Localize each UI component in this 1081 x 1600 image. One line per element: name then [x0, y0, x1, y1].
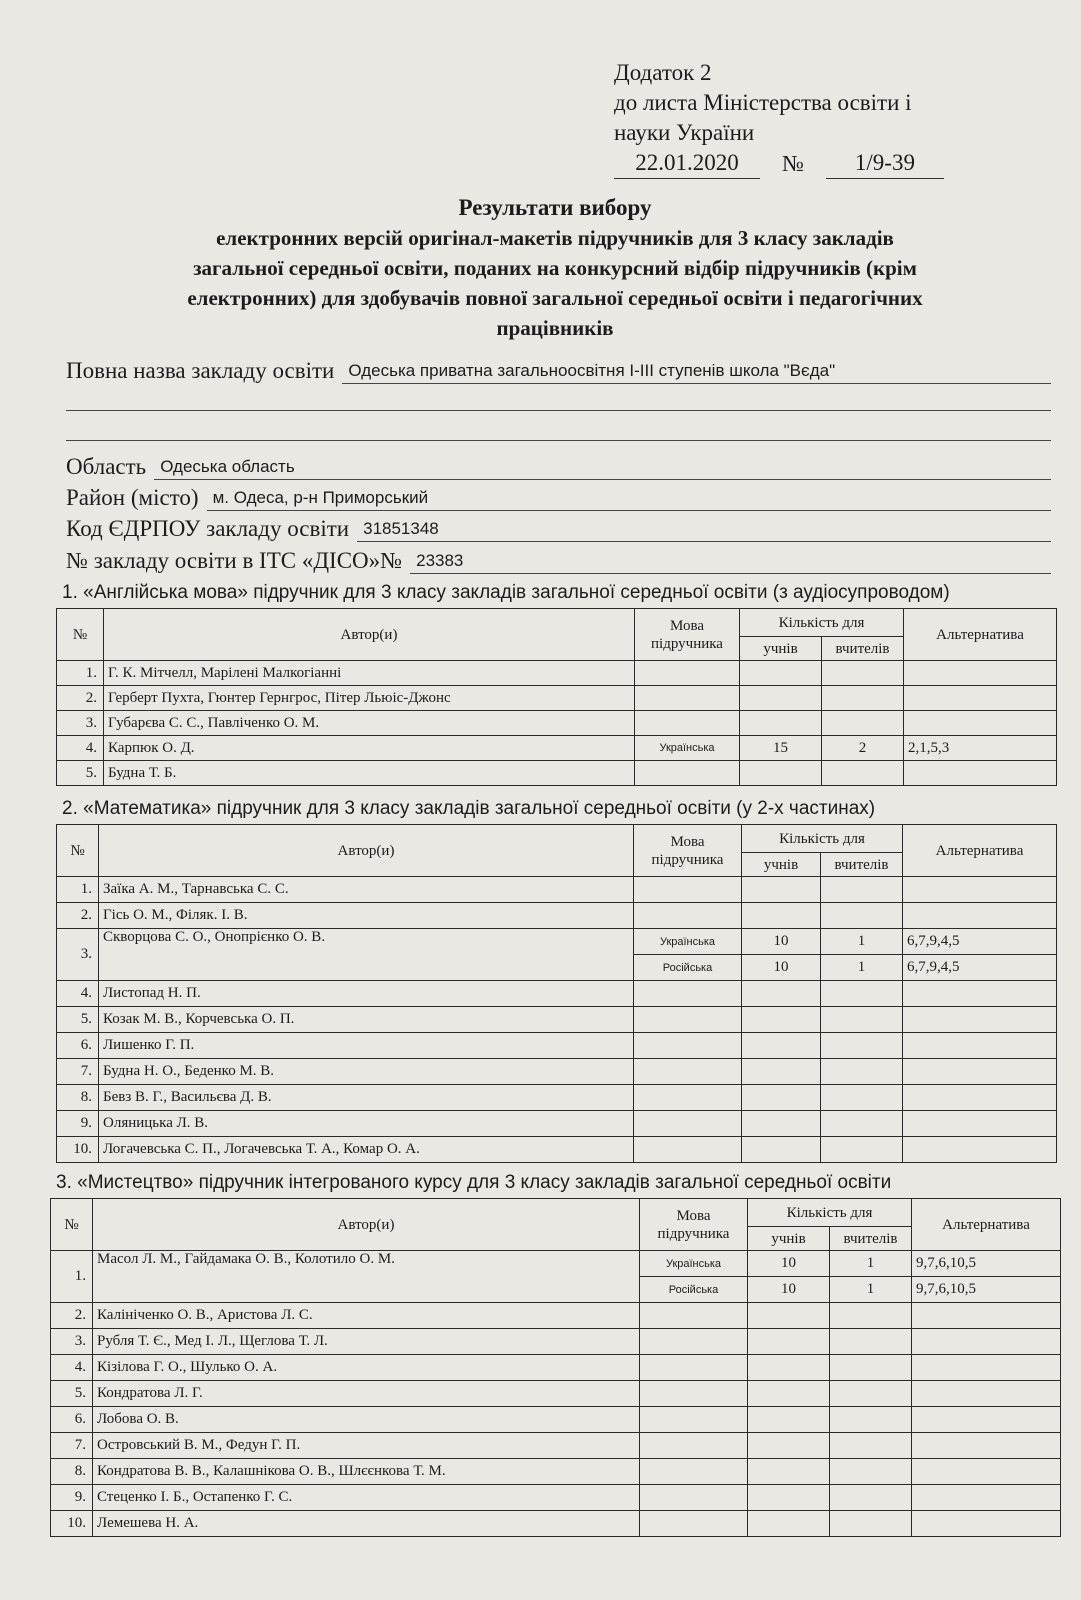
table-row	[57, 1007, 1057, 1033]
row-teachers-count	[821, 1059, 903, 1085]
header-language	[640, 1199, 748, 1251]
header-alternative: Альтернатива	[903, 825, 1057, 877]
row-students-count: 15	[740, 736, 822, 761]
region-field	[66, 450, 1051, 480]
title-line-3: загальної середньої освіти, поданих на конкурсний відбір підручників (крім	[193, 256, 917, 280]
row-authors: Кондратова Л. Г.	[93, 1381, 640, 1407]
row-alternative	[912, 1407, 1061, 1433]
row-students-count: 10	[748, 1277, 830, 1303]
table-row	[57, 903, 1057, 929]
section-3-title: 3. «Мистецтво» підручник інтегрованого курсу для 3 класу закладів загальної середньої освіти	[56, 1172, 892, 1193]
header-row	[57, 825, 1057, 853]
row-teachers-count	[821, 1137, 903, 1163]
header-authors: Автор(и)	[104, 609, 635, 661]
header-students: учнів	[740, 637, 822, 661]
row-teachers-count	[830, 1485, 912, 1511]
row-number: 9.	[51, 1485, 93, 1511]
edrpou-label: Код ЄДРПОУ закладу освіти	[66, 516, 350, 541]
header-alternative: Альтернатива	[904, 609, 1057, 661]
row-alternative	[912, 1511, 1061, 1537]
row-authors: Г. К. Мітчелл, Марілені Малкогіанні	[104, 661, 635, 686]
row-teachers-count	[821, 1007, 903, 1033]
row-students-count	[742, 1007, 821, 1033]
row-students-count	[748, 1433, 830, 1459]
row-students-count	[740, 661, 822, 686]
row-teachers-count	[821, 877, 903, 903]
row-alternative: 6,7,9,4,5	[903, 955, 1057, 981]
row-authors: Бевз В. Г., Васильєва Д. В.	[99, 1085, 634, 1111]
row-students-count	[742, 1059, 821, 1085]
table-row	[51, 1303, 1061, 1329]
row-language	[634, 1137, 742, 1163]
row-authors: Лишенко Г. П.	[99, 1033, 634, 1059]
header-number: №	[57, 825, 99, 877]
table-row	[57, 929, 1057, 955]
row-teachers-count	[830, 1303, 912, 1329]
row-number: 7.	[51, 1433, 93, 1459]
row-teachers-count	[830, 1381, 912, 1407]
row-authors: Калініченко О. В., Аристова Л. С.	[93, 1303, 640, 1329]
institution-name-value: Одеська приватна загальноосвітня І-ІІІ ступенів школа "Вєда"	[342, 361, 1051, 384]
row-teachers-count: 1	[821, 929, 903, 955]
region-label: Область	[66, 454, 147, 479]
row-authors: Лобова О. В.	[93, 1407, 640, 1433]
row-number: 3.	[57, 929, 99, 981]
row-alternative	[903, 1111, 1057, 1137]
row-authors: Будна Н. О., Беденко М. В.	[99, 1059, 634, 1085]
table-row	[57, 877, 1057, 903]
row-alternative	[904, 761, 1057, 786]
row-authors: Рубля Т. Є., Мед І. Л., Щеглова Т. Л.	[93, 1329, 640, 1355]
row-authors: Кондратова В. В., Калашнікова О. В., Шлєєнкова Т. М.	[93, 1459, 640, 1485]
row-students-count	[742, 1137, 821, 1163]
table-row	[51, 1381, 1061, 1407]
edrpou-field	[66, 512, 1051, 542]
table-row	[57, 711, 1057, 736]
section-1-table	[56, 608, 1057, 786]
district-label: Район (місто)	[66, 485, 199, 510]
row-alternative	[912, 1433, 1061, 1459]
title-line-1: Результати вибору	[458, 195, 652, 220]
table-row	[51, 1407, 1061, 1433]
title-line-2: електронних версій оригінал-макетів підручників для 3 класу закладів	[216, 226, 894, 250]
letter-date-number	[614, 148, 944, 179]
institution-name-field	[66, 354, 1051, 384]
row-language	[634, 1085, 742, 1111]
row-language	[640, 1329, 748, 1355]
table-row	[57, 761, 1057, 786]
section-3-table	[50, 1198, 1061, 1537]
row-teachers-count	[821, 981, 903, 1007]
table-row	[51, 1511, 1061, 1537]
row-teachers-count	[830, 1407, 912, 1433]
header-authors: Автор(и)	[99, 825, 634, 877]
row-students-count	[740, 686, 822, 711]
row-number: 4.	[57, 736, 104, 761]
row-alternative	[903, 1085, 1057, 1111]
row-authors: Будна Т. Б.	[104, 761, 635, 786]
blank-line	[66, 410, 1051, 411]
row-language: Українська	[640, 1251, 748, 1277]
row-language	[635, 761, 740, 786]
table-row	[57, 1111, 1057, 1137]
header-language-line-1: Мова	[669, 617, 704, 634]
row-language	[634, 981, 742, 1007]
row-teachers-count: 2	[822, 736, 904, 761]
row-authors: Островський В. М., Федун Г. П.	[93, 1433, 640, 1459]
row-alternative	[903, 1007, 1057, 1033]
header-count: Кількість для	[748, 1199, 912, 1227]
row-number: 6.	[51, 1407, 93, 1433]
row-teachers-count	[830, 1433, 912, 1459]
row-students-count	[748, 1459, 830, 1485]
row-number: 2.	[51, 1303, 93, 1329]
row-teachers-count	[821, 903, 903, 929]
row-alternative	[904, 661, 1057, 686]
letter-number: 1/9-39	[826, 148, 944, 179]
row-authors: Оляницька Л. В.	[99, 1111, 634, 1137]
row-alternative	[903, 1033, 1057, 1059]
row-students-count: 10	[742, 929, 821, 955]
row-teachers-count	[821, 1033, 903, 1059]
row-students-count	[748, 1485, 830, 1511]
row-students-count: 10	[748, 1251, 830, 1277]
table-row	[57, 1085, 1057, 1111]
header-alternative: Альтернатива	[912, 1199, 1061, 1251]
row-alternative: 9,7,6,10,5	[912, 1277, 1061, 1303]
row-language	[634, 1007, 742, 1033]
row-students-count	[740, 711, 822, 736]
row-teachers-count	[822, 686, 904, 711]
table-row	[51, 1459, 1061, 1485]
row-language: Українська	[634, 929, 742, 955]
row-authors: Лемешева Н. А.	[93, 1511, 640, 1537]
row-number: 4.	[57, 981, 99, 1007]
table-row	[51, 1251, 1061, 1277]
header-authors: Автор(и)	[93, 1199, 640, 1251]
row-teachers-count	[830, 1355, 912, 1381]
row-alternative	[903, 903, 1057, 929]
header-language-line-1: Мова	[676, 1207, 711, 1224]
its-number-field	[66, 544, 1051, 574]
row-authors: Стеценко І. Б., Остапенко Г. С.	[93, 1485, 640, 1511]
row-authors: Масол Л. М., Гайдамака О. В., Колотило О. М.	[93, 1251, 640, 1303]
attachment-note	[614, 58, 944, 179]
row-alternative: 6,7,9,4,5	[903, 929, 1057, 955]
row-language	[635, 661, 740, 686]
row-language	[634, 877, 742, 903]
row-number: 1.	[51, 1251, 93, 1303]
header-teachers: вчителів	[821, 853, 903, 877]
row-language	[640, 1303, 748, 1329]
row-number: 8.	[51, 1459, 93, 1485]
row-students-count	[748, 1511, 830, 1537]
section-2-table	[56, 824, 1057, 1163]
header-students: учнів	[742, 853, 821, 877]
edrpou-value: 31851348	[357, 519, 1051, 542]
row-number: 5.	[57, 1007, 99, 1033]
row-students-count	[742, 981, 821, 1007]
table-row	[57, 1137, 1057, 1163]
row-number: 5.	[51, 1381, 93, 1407]
row-alternative: 2,1,5,3	[904, 736, 1057, 761]
row-teachers-count	[821, 1085, 903, 1111]
row-language	[635, 711, 740, 736]
its-number-value: 23383	[410, 551, 1051, 574]
row-students-count	[748, 1303, 830, 1329]
header-row	[57, 609, 1057, 637]
header-language-line-2: підручника	[657, 1225, 730, 1242]
row-alternative	[903, 1059, 1057, 1085]
row-number: 2.	[57, 903, 99, 929]
row-teachers-count	[822, 761, 904, 786]
row-students-count	[742, 877, 821, 903]
row-number: 1.	[57, 661, 104, 686]
number-sign: №	[782, 151, 804, 176]
row-language	[634, 1059, 742, 1085]
row-students-count	[748, 1381, 830, 1407]
table-row	[57, 661, 1057, 686]
row-language	[640, 1459, 748, 1485]
row-number: 3.	[57, 711, 104, 736]
row-authors: Листопад Н. П.	[99, 981, 634, 1007]
row-students-count: 10	[742, 955, 821, 981]
row-alternative	[903, 877, 1057, 903]
row-number: 1.	[57, 877, 99, 903]
row-authors: Кізілова Г. О., Шулько О. А.	[93, 1355, 640, 1381]
row-alternative	[903, 981, 1057, 1007]
table-row	[57, 981, 1057, 1007]
row-authors: Герберт Пухта, Гюнтер Гернгрос, Пітер Льюіс-Джонс	[104, 686, 635, 711]
row-authors: Гісь О. М., Філяк. І. В.	[99, 903, 634, 929]
row-alternative	[912, 1355, 1061, 1381]
row-teachers-count: 1	[830, 1277, 912, 1303]
table-row	[51, 1329, 1061, 1355]
header-number: №	[57, 609, 104, 661]
district-value: м. Одеса, р-н Приморський	[207, 488, 1051, 511]
row-teachers-count: 1	[830, 1251, 912, 1277]
attachment-line-3: науки України	[614, 120, 755, 145]
row-language	[640, 1433, 748, 1459]
row-students-count	[742, 903, 821, 929]
row-language	[640, 1355, 748, 1381]
row-language	[640, 1511, 748, 1537]
row-number: 6.	[57, 1033, 99, 1059]
header-row	[51, 1199, 1061, 1227]
row-language	[634, 1033, 742, 1059]
row-students-count	[748, 1407, 830, 1433]
letter-date: 22.01.2020	[614, 148, 760, 179]
header-language	[635, 609, 740, 661]
row-authors: Скворцова С. О., Онопрієнко О. В.	[99, 929, 634, 981]
header-teachers: вчителів	[822, 637, 904, 661]
header-language	[634, 825, 742, 877]
title-line-4: електронних) для здобувачів повної загальної середньої освіти і педагогічних	[187, 286, 923, 310]
row-alternative	[904, 711, 1057, 736]
row-teachers-count	[821, 1111, 903, 1137]
row-number: 2.	[57, 686, 104, 711]
institution-name-label: Повна назва закладу освіти	[66, 358, 335, 383]
row-language	[640, 1485, 748, 1511]
row-language	[634, 1111, 742, 1137]
row-number: 3.	[51, 1329, 93, 1355]
row-number: 10.	[51, 1511, 93, 1537]
header-count: Кількість для	[742, 825, 903, 853]
row-teachers-count	[822, 661, 904, 686]
header-number: №	[51, 1199, 93, 1251]
header-language-line-2: підручника	[651, 851, 724, 868]
header-language-line-2: підручника	[651, 635, 723, 652]
attachment-line-2: до листа Міністерства освіти і	[614, 90, 912, 115]
document-title	[40, 193, 1070, 343]
table-row	[57, 686, 1057, 711]
row-number: 9.	[57, 1111, 99, 1137]
table-row	[57, 736, 1057, 761]
row-language: Російська	[634, 955, 742, 981]
row-alternative: 9,7,6,10,5	[912, 1251, 1061, 1277]
header-students: учнів	[748, 1227, 830, 1251]
row-teachers-count	[830, 1329, 912, 1355]
row-language: Українська	[635, 736, 740, 761]
table-row	[51, 1433, 1061, 1459]
row-number: 4.	[51, 1355, 93, 1381]
row-alternative	[912, 1303, 1061, 1329]
row-authors: Заїка А. М., Тарнавська С. С.	[99, 877, 634, 903]
section-2-title: 2. «Математика» підручник для 3 класу закладів загальної середньої освіти (у 2-х частинах)	[62, 798, 876, 819]
header-count: Кількість для	[740, 609, 904, 637]
row-language	[634, 903, 742, 929]
row-alternative	[903, 1137, 1057, 1163]
row-alternative	[912, 1485, 1061, 1511]
section-1-title: 1. «Англійська мова» підручник для 3 класу закладів загальної середньої освіти (з аудіосупроводом)	[62, 582, 950, 603]
district-field	[66, 481, 1051, 511]
row-students-count	[740, 761, 822, 786]
attachment-line-1: Додаток 2	[614, 60, 712, 85]
row-number: 5.	[57, 761, 104, 786]
region-value: Одеська область	[154, 457, 1051, 480]
row-authors: Козак М. В., Корчевська О. П.	[99, 1007, 634, 1033]
table-row	[51, 1485, 1061, 1511]
row-language: Російська	[640, 1277, 748, 1303]
table-row	[51, 1355, 1061, 1381]
row-alternative	[912, 1329, 1061, 1355]
row-students-count	[748, 1355, 830, 1381]
row-language	[635, 686, 740, 711]
header-teachers: вчителів	[830, 1227, 912, 1251]
row-language	[640, 1407, 748, 1433]
table-row	[57, 1059, 1057, 1085]
row-teachers-count	[830, 1511, 912, 1537]
blank-line	[66, 440, 1051, 441]
table-row	[57, 1033, 1057, 1059]
row-authors: Губарєва С. С., Павліченко О. М.	[104, 711, 635, 736]
row-authors: Карпюк О. Д.	[104, 736, 635, 761]
row-teachers-count	[822, 711, 904, 736]
its-number-label: № закладу освіти в ІТС «ДІСО»№	[66, 548, 403, 573]
row-alternative	[912, 1459, 1061, 1485]
row-teachers-count: 1	[821, 955, 903, 981]
row-language	[640, 1381, 748, 1407]
row-number: 8.	[57, 1085, 99, 1111]
row-alternative	[912, 1381, 1061, 1407]
row-students-count	[742, 1033, 821, 1059]
row-authors: Логачевська С. П., Логачевська Т. А., Комар О. А.	[99, 1137, 634, 1163]
row-students-count	[748, 1329, 830, 1355]
row-teachers-count	[830, 1459, 912, 1485]
row-number: 10.	[57, 1137, 99, 1163]
row-alternative	[904, 686, 1057, 711]
row-number: 7.	[57, 1059, 99, 1085]
row-students-count	[742, 1085, 821, 1111]
header-language-line-1: Мова	[670, 833, 705, 850]
row-students-count	[742, 1111, 821, 1137]
title-line-5: працівників	[496, 316, 614, 340]
